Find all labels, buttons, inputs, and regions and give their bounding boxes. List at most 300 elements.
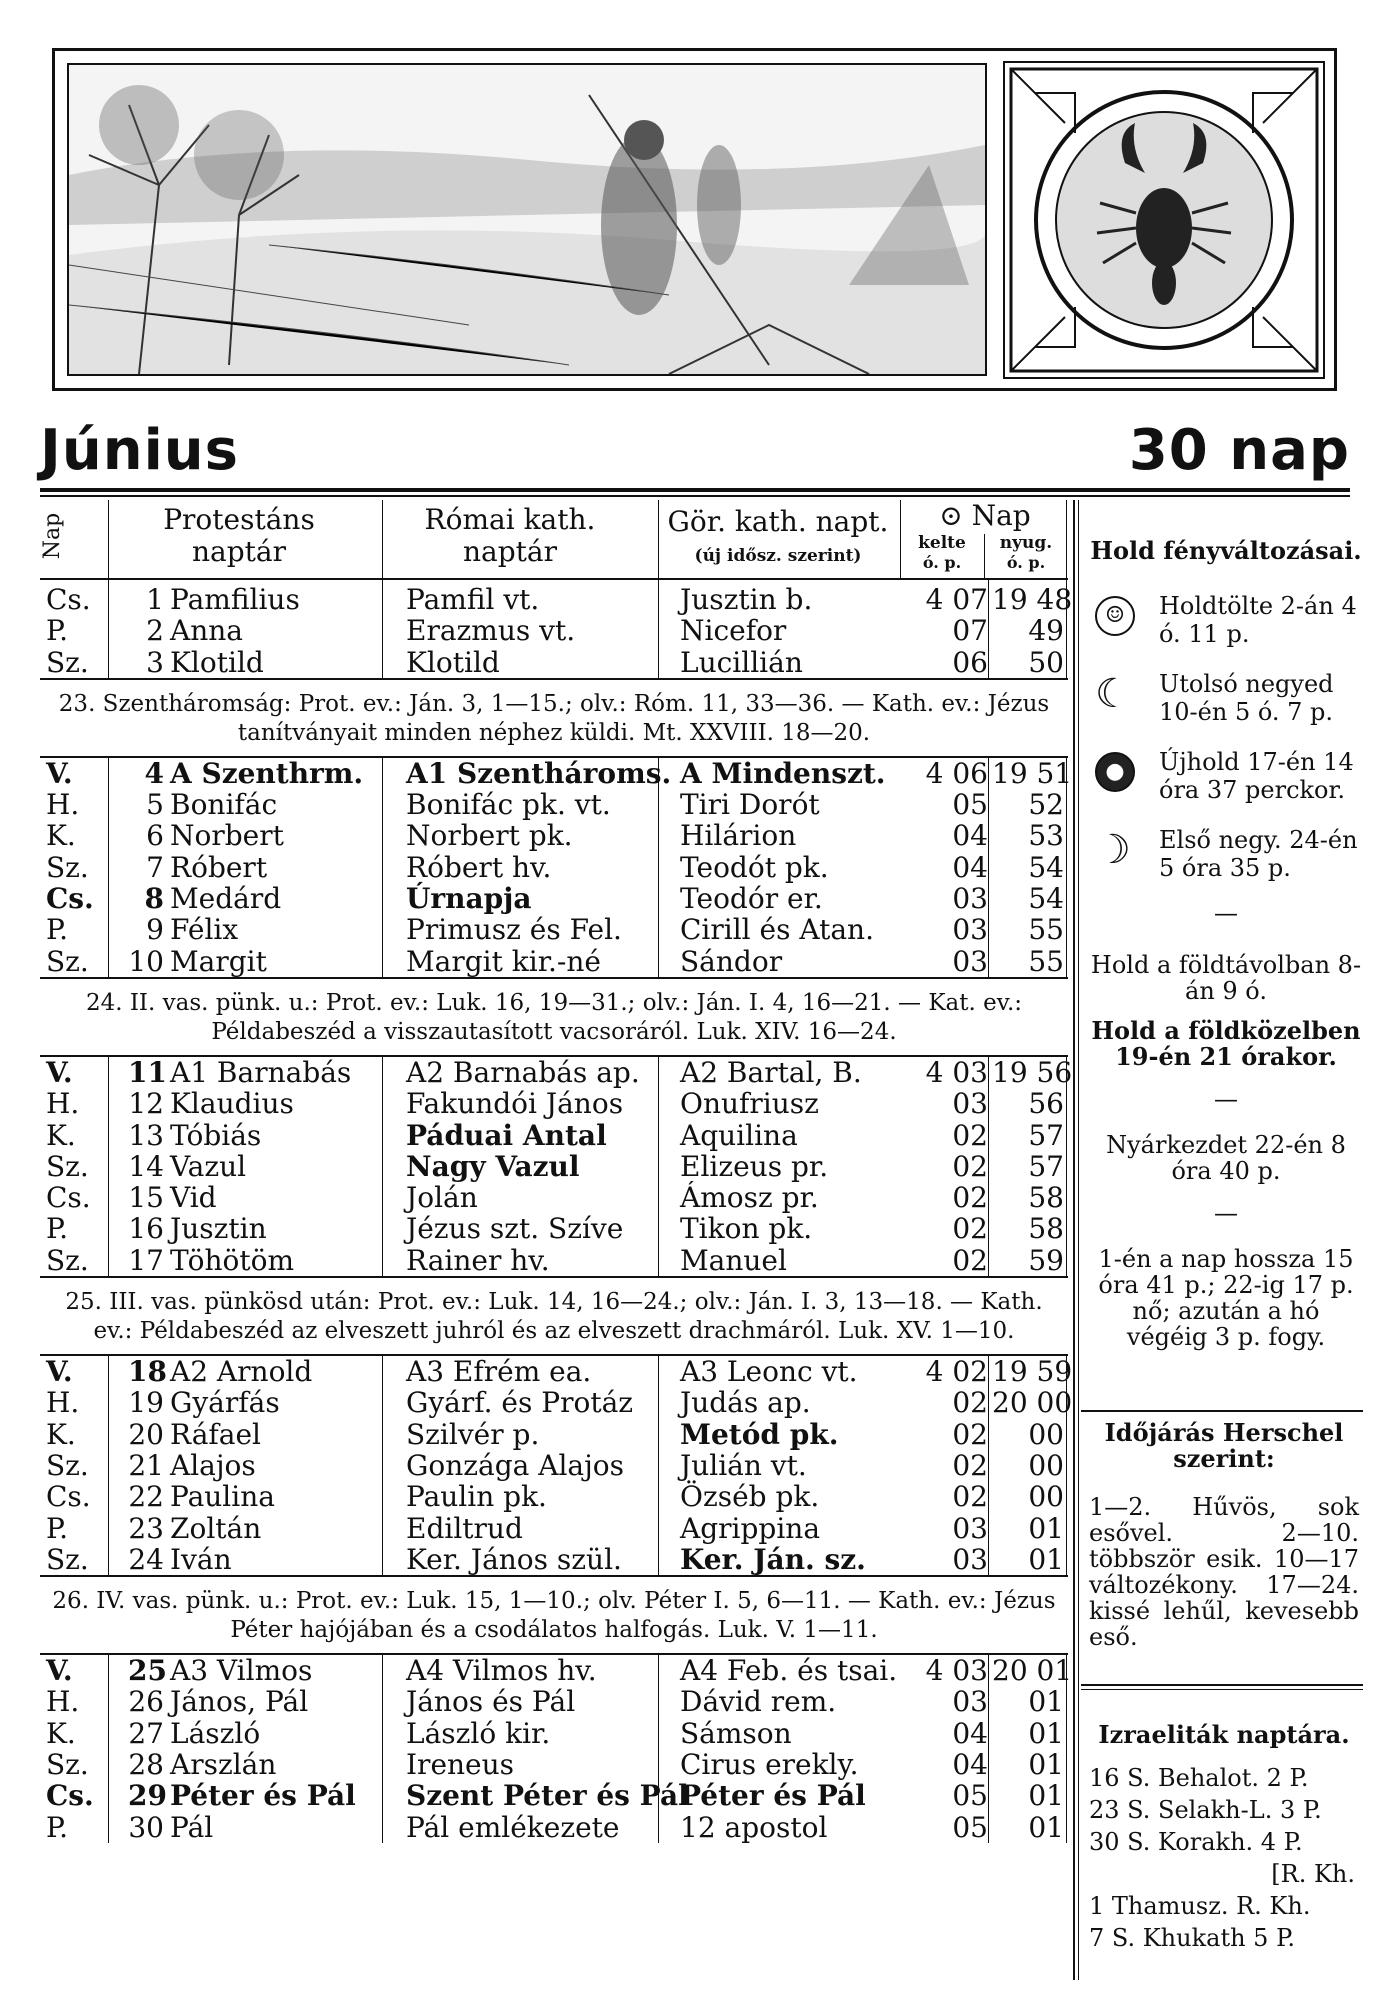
gor-name: A4 Feb. és tsai. (680, 1654, 898, 1688)
sunrise: 07 (952, 614, 988, 648)
month-title: Június (40, 418, 239, 483)
sunrise: 03 (952, 1087, 988, 1121)
sunrise: 03 (952, 1542, 988, 1576)
sunset: 52 (1028, 788, 1064, 822)
table-row (40, 1120, 1068, 1151)
day-name: P. (46, 1212, 69, 1246)
day-name: H. (46, 1087, 80, 1121)
title-rule (40, 488, 1350, 492)
week-block (40, 1354, 1073, 1576)
table-row (40, 1718, 1068, 1749)
rom-name: Nagy Vazul (406, 1149, 580, 1183)
table-row (40, 1749, 1068, 1780)
day-num: 1 (146, 583, 164, 616)
rom-name: A3 Efrém ea. (406, 1355, 592, 1389)
sunset: 00 (1028, 1448, 1064, 1482)
gor-name: Onufriusz (680, 1087, 819, 1121)
day-name: K. (46, 819, 76, 853)
prot-name: Pamfilius (170, 583, 300, 616)
sunset: 54 (1028, 882, 1064, 916)
rom-name: Szent Péter és Pál (406, 1779, 689, 1813)
gor-name: Teodót pk. (680, 850, 829, 884)
gor-name: Ámosz pr. (680, 1181, 819, 1215)
day-num: 9 (146, 913, 164, 947)
days-count: 30 nap (1128, 418, 1350, 483)
sunrise: 05 (952, 1810, 988, 1844)
prot-name: Arszlán (170, 1748, 277, 1782)
prot-name: A1 Barnabás (170, 1055, 352, 1089)
gor-name: A3 Leonc vt. (680, 1355, 858, 1389)
apogee-text: Hold a földtávolban 8-án 9 ó. (1090, 951, 1362, 1005)
gor-name: Dávid rem. (680, 1685, 837, 1719)
col-rom-1: Római kath. (424, 503, 596, 536)
rom-name: Róbert hv. (406, 850, 552, 884)
sunrise: 02 (952, 1417, 988, 1451)
day-name: V. (46, 1055, 73, 1089)
table-row (40, 1055, 1073, 1089)
sunset: 01 (1028, 1542, 1064, 1576)
table-row (40, 946, 1068, 977)
separator-dash: — (1214, 1199, 1238, 1227)
day-name: Sz. (46, 1243, 89, 1277)
sunrise: 4 07 (925, 583, 988, 616)
prot-name: Vazul (170, 1149, 247, 1183)
gor-name: Cirill és Atan. (680, 913, 874, 947)
col-nap (40, 500, 84, 578)
prot-name: Klaudius (170, 1087, 294, 1121)
table-row (40, 883, 1068, 914)
prot-name: Paulina (170, 1480, 275, 1514)
gor-name: Péter és Pál (680, 1779, 866, 1813)
gor-name: Teodór er. (680, 882, 823, 916)
sunrise: 4 06 (925, 756, 988, 790)
col-gor-2: (új idősz. szerint) (694, 546, 862, 566)
day-name: V. (46, 1355, 73, 1389)
day-num: 3 (146, 645, 164, 679)
table-row (40, 914, 1068, 945)
rom-name: Gyárf. és Protáz (406, 1386, 634, 1420)
prot-name: Tóbiás (170, 1118, 262, 1152)
sunrise: 03 (952, 882, 988, 916)
table-row (40, 1780, 1068, 1811)
col-prot-2: naptár (192, 535, 286, 568)
prot-name: Bonifác (170, 788, 278, 822)
rom-name: Norbert pk. (406, 819, 573, 853)
rom-name: Jolán (406, 1181, 478, 1215)
sunset: 20 01 (992, 1654, 1073, 1688)
day-name: Cs. (46, 1779, 94, 1813)
day-num: 11 (128, 1055, 167, 1089)
prot-name: A Szenthrm. (170, 756, 364, 790)
day-num: 22 (128, 1480, 164, 1514)
sunset: 58 (1028, 1181, 1064, 1215)
rom-name: Margit kir.-né (406, 944, 601, 978)
day-name: Cs. (46, 882, 94, 916)
phase-text: Első negy. 24-én 5 óra 35 p. (1159, 826, 1358, 882)
phases-title: Hold fényváltozásai. (1090, 536, 1362, 565)
rom-name: Pál emlékezete (406, 1810, 620, 1844)
day-name: P. (46, 913, 69, 947)
new-moon-icon: ● (1095, 752, 1135, 792)
prot-name: Medárd (170, 882, 282, 916)
sunrise: 03 (952, 913, 988, 947)
day-num: 17 (128, 1243, 164, 1277)
sunrise: 4 03 (925, 1654, 988, 1688)
gor-name: Judás ap. (680, 1386, 811, 1420)
table-row (40, 1088, 1068, 1119)
weather-title: Időjárás Herschel szerint: (1104, 1418, 1344, 1473)
first-quarter-icon: ☽ (1095, 827, 1131, 873)
list-item: [R. Kh. (1271, 1860, 1355, 1888)
sunset: 55 (1028, 944, 1064, 978)
gor-name: Sámson (680, 1716, 792, 1750)
column-headers (40, 500, 1068, 580)
sunrise: 4 02 (925, 1355, 988, 1389)
rom-name: János és Pál (406, 1685, 576, 1719)
rom-name: Primusz és Fel. (406, 913, 622, 947)
day-num: 26 (128, 1685, 164, 1719)
cancer-zodiac-emblem (1003, 61, 1325, 379)
day-num: 8 (144, 882, 164, 916)
col-op2: ó. p. (1006, 553, 1046, 572)
daylength-text: 1-én a nap hossza 15 óra 41 p.; 22-ig 17 p. nő; azután a hó végéig 3 p. fogy. (1098, 1245, 1354, 1351)
sunrise: 03 (952, 1685, 988, 1719)
table-row (40, 1812, 1068, 1843)
table-row (40, 1213, 1068, 1244)
calendar-table (40, 499, 1073, 1844)
sunset: 01 (1028, 1748, 1064, 1782)
day-name: Cs. (46, 583, 91, 616)
rom-name: A2 Barnabás ap. (406, 1055, 640, 1089)
prot-name: Zoltán (170, 1511, 262, 1545)
prot-name: Félix (170, 913, 239, 947)
rom-name: Páduai Antal (406, 1118, 607, 1152)
day-num: 14 (128, 1149, 164, 1183)
col-kelte: kelte (918, 533, 966, 553)
table-row (40, 1544, 1068, 1575)
prot-name: Alajos (170, 1448, 256, 1482)
sunrise: 06 (952, 645, 988, 679)
sunset: 00 (1028, 1480, 1064, 1514)
table-row (40, 756, 1073, 790)
table-row (40, 852, 1068, 883)
sunset: 56 (1028, 1087, 1064, 1121)
sunrise: 02 (952, 1386, 988, 1420)
table-row (40, 1686, 1068, 1717)
rom-name: A4 Vilmos hv. (406, 1654, 597, 1688)
day-name: P. (46, 614, 69, 648)
table-row (40, 615, 1068, 646)
prot-name: Pál (170, 1810, 214, 1844)
day-num: 18 (128, 1355, 167, 1389)
prot-name: Jusztin (170, 1212, 267, 1246)
gor-name: Tiri Dorót (680, 788, 820, 822)
sunrise: 04 (952, 1748, 988, 1782)
harvest-scene-image (67, 63, 987, 376)
sunset: 54 (1028, 850, 1064, 884)
sunset: 19 59 (992, 1355, 1073, 1389)
col-nap-label: Nap (40, 512, 66, 560)
day-name: Cs. (46, 1480, 91, 1514)
day-name: V. (46, 756, 73, 790)
day-num: 4 (144, 756, 164, 790)
day-name: Sz. (46, 1448, 89, 1482)
prot-name: János, Pál (170, 1685, 309, 1719)
gor-name: Metód pk. (680, 1417, 839, 1451)
gor-name: Elizeus pr. (680, 1149, 829, 1183)
sidebar (1075, 500, 1363, 1952)
prot-name: Ráfael (170, 1417, 261, 1451)
sunrise: 4 03 (925, 1055, 988, 1089)
col-nyug: nyug. (999, 533, 1053, 553)
day-name: P. (46, 1810, 69, 1844)
table-row (40, 583, 1073, 616)
moon-phase (1089, 588, 1363, 666)
rom-name: Pamfil vt. (406, 583, 540, 616)
day-name: K. (46, 1716, 76, 1750)
gor-name: Hilárion (680, 819, 797, 853)
sunset: 53 (1028, 819, 1064, 853)
sunset: 00 (1028, 1417, 1064, 1451)
day-num: 21 (128, 1448, 164, 1482)
day-num: 2 (146, 614, 164, 648)
rom-name: Szilvér p. (406, 1417, 540, 1451)
sunrise: 02 (952, 1448, 988, 1482)
sunset: 01 (1028, 1810, 1064, 1844)
list-item: 1 Thamusz. R. Kh. (1089, 1892, 1311, 1920)
prot-name: Norbert (170, 819, 284, 853)
phase-text: Utolsó negyed 10-én 5 ó. 7 p. (1159, 670, 1334, 726)
sunset: 19 51 (992, 756, 1073, 790)
sunset: 19 56 (992, 1055, 1073, 1089)
sunrise: 02 (952, 1480, 988, 1514)
rom-name: Rainer hv. (406, 1243, 550, 1277)
rom-name: Ker. János szül. (406, 1542, 622, 1576)
day-num: 5 (146, 788, 164, 822)
list-item: 16 S. Behalot. 2 P. (1089, 1764, 1309, 1792)
prot-name: Töhötöm (170, 1243, 295, 1277)
rom-name: Paulin pk. (406, 1480, 547, 1514)
prot-name: Péter és Pál (170, 1779, 356, 1813)
moon-phase (1089, 666, 1363, 744)
sunset: 57 (1028, 1149, 1064, 1183)
day-name: Sz. (46, 1149, 89, 1183)
col-prot-1: Protestáns (163, 503, 315, 536)
sunset: 49 (1028, 614, 1064, 648)
day-name: Cs. (46, 1181, 91, 1215)
day-num: 10 (128, 944, 164, 978)
sunset: 19 48 (992, 583, 1073, 616)
weather-text: 1—2. Hűvös, sok esővel. 2—10. többször esik. 10—17 változékony. 17—24. kissé lehűl, kevesebb eső. (1089, 1493, 1359, 1651)
day-name: Sz. (46, 944, 89, 978)
rom-name: Erazmus vt. (406, 614, 576, 648)
day-num: 24 (128, 1542, 164, 1576)
col-sun: ⊙ Nap (939, 499, 1031, 532)
table-row (40, 647, 1068, 678)
sunrise: 04 (952, 819, 988, 853)
day-num: 25 (128, 1654, 167, 1688)
phase-text: Holdtölte 2-án 4 ó. 11 p. (1159, 592, 1357, 648)
sunset: 59 (1028, 1243, 1064, 1277)
prot-name: Iván (170, 1542, 232, 1576)
gor-name: Lucillián (680, 645, 803, 679)
sunrise: 05 (952, 1779, 988, 1813)
gor-name: Cirus erekly. (680, 1748, 859, 1782)
table-row (40, 1245, 1068, 1276)
day-num: 30 (128, 1810, 164, 1844)
table-row (40, 820, 1068, 851)
table-row (40, 789, 1068, 820)
day-num: 6 (146, 819, 164, 853)
gor-name: Nicefor (680, 614, 787, 648)
table-row (40, 1481, 1068, 1512)
sunset: 20 00 (992, 1386, 1073, 1420)
day-num: 23 (128, 1511, 164, 1545)
prot-name: Gyárfás (170, 1386, 280, 1420)
day-num: 28 (128, 1748, 164, 1782)
col-rom-2: naptár (463, 535, 557, 568)
gor-name: Julián vt. (680, 1448, 807, 1482)
gor-name: Tikon pk. (680, 1212, 813, 1246)
day-num: 15 (128, 1181, 164, 1215)
gor-name: Aquilina (680, 1118, 798, 1152)
gor-name: A2 Bartal, B. (680, 1055, 862, 1089)
sunset: 01 (1028, 1511, 1064, 1545)
sunset: 01 (1028, 1779, 1064, 1813)
perigee-text: Hold a földközelben 19-én 21 órakor. (1091, 1016, 1361, 1071)
gor-name: Özséb pk. (680, 1480, 820, 1514)
sunset: 01 (1028, 1716, 1064, 1750)
rom-name: Úrnapja (406, 882, 532, 916)
prot-name: Margit (170, 944, 267, 978)
table-row (40, 1450, 1068, 1481)
rom-name: A1 Szenthároms. (406, 756, 672, 790)
day-name: H. (46, 1685, 80, 1719)
sunrise: 03 (952, 1511, 988, 1545)
sunrise: 02 (952, 1243, 988, 1277)
week-block (40, 1055, 1073, 1277)
gor-name: 12 apostol (680, 1810, 828, 1844)
day-num: 16 (128, 1212, 164, 1246)
gor-name: Agrippina (680, 1511, 821, 1545)
list-item: 7 S. Khukath 5 P. (1089, 1924, 1295, 1952)
rom-name: Klotild (406, 645, 500, 679)
sunrise: 02 (952, 1118, 988, 1152)
table-row (40, 1419, 1068, 1450)
day-name: Sz. (46, 1748, 89, 1782)
day-name: Sz. (46, 645, 89, 679)
sunday-note: 24. II. vas. pünk. u.: Prot. ev.: Luk. 16, 19—31.; olv.: Ján. I. 4, 16—21. — Kat. ev.: Példabeszéd a visszautasított vacsoráról. Luk. XIV. 16—24. (40, 977, 1068, 1055)
day-num: 7 (146, 850, 164, 884)
gor-name: Jusztin b. (680, 583, 813, 616)
title-rule-thin (40, 495, 1350, 497)
day-num: 27 (128, 1716, 164, 1750)
rom-name: Jézus szt. Szíve (406, 1212, 624, 1246)
rom-name: Ediltrud (406, 1511, 523, 1545)
list-item: 30 S. Korakh. 4 P. (1089, 1828, 1303, 1856)
day-name: H. (46, 788, 80, 822)
sunday-note: 23. Szentháromság: Prot. ev.: Ján. 3, 1—15.; olv.: Róm. 11, 33—36. — Kath. ev.: Jézus tanítványait minden néphez küldi. Mt. XXVIII. 18—20. (40, 678, 1068, 756)
sunset: 58 (1028, 1212, 1064, 1246)
last-quarter-icon: ☾ (1095, 671, 1131, 717)
summer-start-text: Nyárkezdet 22-én 8 óra 40 p. (1106, 1131, 1346, 1185)
table-row (40, 1513, 1068, 1544)
sunset: 50 (1028, 645, 1064, 679)
day-name: H. (46, 1386, 80, 1420)
rom-name: Gonzága Alajos (406, 1448, 624, 1482)
sunrise: 05 (952, 788, 988, 822)
rom-name: Fakundói János (406, 1087, 624, 1121)
rom-name: Ireneus (406, 1748, 515, 1782)
prot-name: Vid (170, 1181, 217, 1215)
day-num: 12 (128, 1087, 164, 1121)
sunday-note: 26. IV. vas. pünk. u.: Prot. ev.: Luk. 15, 1—10.; olv. Péter I. 5, 6—11. — Kath. ev.: Jézus Péter hajójában és a csodálatos halfogás. Luk. V. 1—11. (40, 1575, 1068, 1653)
table-row (40, 1355, 1073, 1389)
sunrise: 04 (952, 850, 988, 884)
sunrise: 03 (952, 944, 988, 978)
list-item: 23 S. Selakh-L. 3 P. (1089, 1796, 1322, 1824)
prot-name: László (170, 1716, 261, 1750)
table-row (40, 1151, 1068, 1182)
day-num: 29 (128, 1779, 167, 1813)
prot-name: A2 Arnold (170, 1355, 313, 1389)
prot-name: Anna (170, 614, 243, 648)
sunrise: 04 (952, 1716, 988, 1750)
separator-dash: — (1214, 899, 1238, 927)
moon-phase (1089, 822, 1363, 900)
day-name: K. (46, 1118, 76, 1152)
day-name: Sz. (46, 850, 89, 884)
table-row (40, 1182, 1068, 1213)
sunday-note: 25. III. vas. pünkösd után: Prot. ev.: Luk. 14, 16—24.; olv.: Ján. I. 3, 13—18. — Kath. ev.: Példabeszéd az elveszett juhról és az elveszett drachmáról. Luk. XV. 1—10. (40, 1276, 1068, 1354)
day-name: V. (46, 1654, 73, 1688)
sunset: 55 (1028, 913, 1064, 947)
week-block (40, 756, 1073, 978)
gor-name: Ker. Ján. sz. (680, 1542, 866, 1576)
full-moon-icon: ☺ (1095, 596, 1135, 636)
day-num: 19 (128, 1386, 164, 1420)
rom-name: Bonifác pk. vt. (406, 788, 611, 822)
week-block (40, 580, 1073, 679)
prot-name: Róbert (170, 850, 268, 884)
prot-name: A3 Vilmos (170, 1654, 313, 1688)
gor-name: Sándor (680, 944, 783, 978)
day-num: 13 (128, 1118, 164, 1152)
rom-name: László kir. (406, 1716, 551, 1750)
prot-name: Klotild (170, 645, 264, 679)
moon-phase (1089, 744, 1363, 822)
phase-text: Újhold 17-én 14 óra 37 perckor. (1159, 748, 1354, 804)
col-op1: ó. p. (922, 553, 962, 572)
separator-dash: — (1214, 1085, 1238, 1113)
day-num: 20 (128, 1417, 164, 1451)
week-block (40, 1653, 1073, 1844)
header-illustration (52, 48, 1337, 391)
sunrise: 02 (952, 1181, 988, 1215)
table-row (40, 1386, 1073, 1420)
day-name: K. (46, 1417, 76, 1451)
table-row (40, 1654, 1073, 1688)
gor-name: A Mindenszt. (680, 756, 886, 790)
col-gor-1: Gör. kath. napt. (667, 505, 889, 538)
sunrise: 02 (952, 1149, 988, 1183)
sunset: 57 (1028, 1118, 1064, 1152)
day-name: Sz. (46, 1542, 89, 1576)
day-name: P. (46, 1511, 69, 1545)
gor-name: Manuel (680, 1243, 787, 1277)
israel-calendar-title: Izraeliták naptára. (1098, 1720, 1350, 1749)
sunset: 01 (1028, 1685, 1064, 1719)
